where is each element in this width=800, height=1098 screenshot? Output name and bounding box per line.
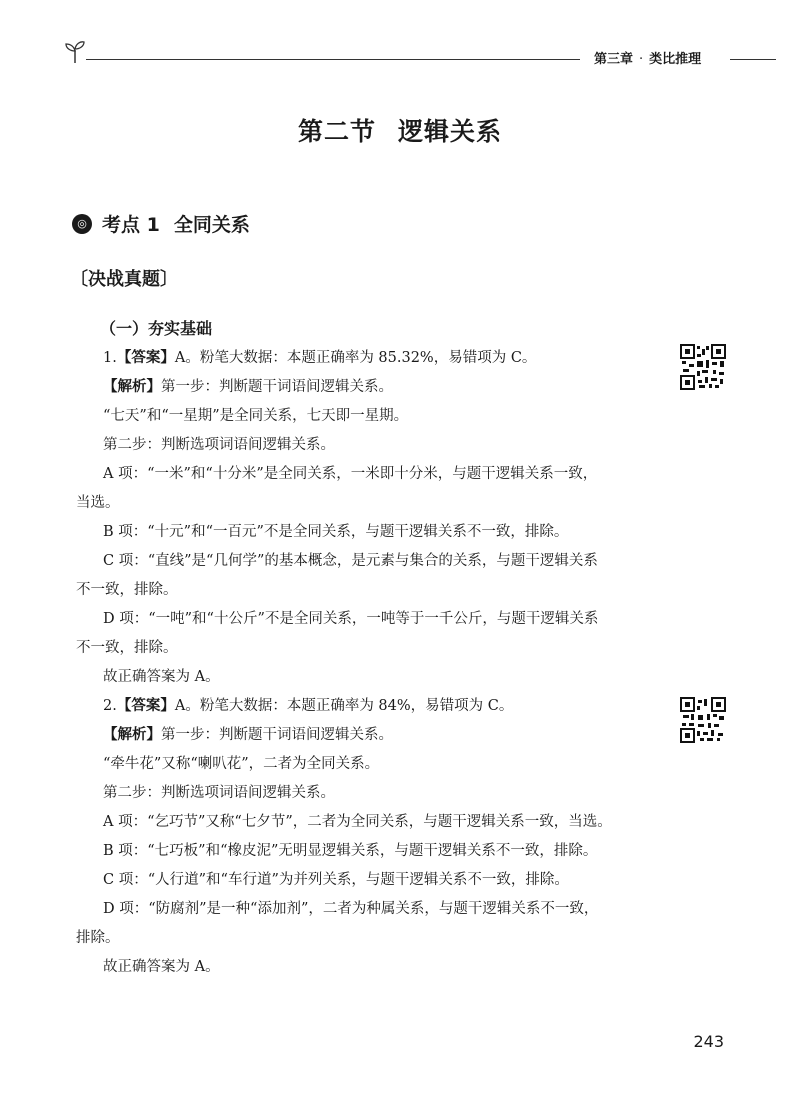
- q1-analysis-tag: 【解析】: [103, 379, 161, 395]
- q1-answer-text: A。粉笔大数据：本题正确率为 85.32%，易错项为 C。: [174, 350, 537, 366]
- q1-stem-relation: “七天”和“一星期”是全同关系，七天即一星期。: [103, 408, 409, 424]
- chapter-label: 第三章 · 类比推理: [594, 52, 702, 67]
- q1-step-two: 第二步：判断选项词语间逻辑关系。: [103, 437, 335, 453]
- chapter-title: 类比推理: [649, 52, 702, 67]
- section-title: [0, 112, 800, 148]
- q1-option-d: D 项：“一吨”和“十公斤”不是全同关系，一吨等于一千公斤，与题干逻辑关系: [103, 611, 599, 627]
- q1-option-b: B 项：“十元”和“一百元”不是全同关系，与题干逻辑关系不一致，排除。: [103, 524, 569, 540]
- header-rule: [86, 59, 580, 60]
- q2-option-a: A 项：“乞巧节”又称“七夕节”，二者为全同关系，与题干逻辑关系一致，当选。: [103, 814, 612, 830]
- q2-option-c: C 项：“人行道”和“车行道”为并列关系，与题干逻辑关系不一致，排除。: [103, 872, 569, 888]
- q2-stem-relation: “牵牛花”又称“喇叭花”，二者为全同关系。: [103, 756, 380, 772]
- qr-code-icon: [680, 344, 726, 390]
- q2-answer-text: A。粉笔大数据：本题正确率为 84%，易错项为 C。: [174, 698, 514, 714]
- real-questions-label: 〔决战真题〕: [70, 269, 178, 290]
- q1-analysis-line: [76, 373, 654, 402]
- exam-point-number: 考点 1: [102, 214, 160, 236]
- q1-answer-tag: 【答案】: [116, 350, 175, 366]
- chapter-number: 第三章: [594, 52, 634, 67]
- q2-analysis-line: [76, 721, 654, 750]
- subsection-heading: （一）夯实基础: [100, 319, 213, 338]
- q2-option-d: D 项：“防腐剂”是一种“添加剂”，二者为种属关系，与题干逻辑关系不一致，: [103, 901, 599, 917]
- section-number: 第二节: [297, 117, 376, 146]
- exam-point-heading: [72, 210, 250, 237]
- q1-number: 1.: [103, 350, 117, 366]
- q2-option-b: B 项：“七巧板”和“橡皮泥”无明显逻辑关系，与题干逻辑关系不一致，排除。: [103, 843, 598, 859]
- page-number: 243: [693, 1032, 724, 1051]
- q2-answer-tag: 【答案】: [116, 698, 175, 714]
- q2-analysis-text: 第一步：判断题干词语间逻辑关系。: [161, 727, 393, 743]
- q1-option-d-continued: 不一致，排除。: [76, 640, 178, 656]
- q2-conclusion: 故正确答案为 A。: [103, 959, 220, 975]
- q2-option-d-continued: 排除。: [76, 930, 120, 946]
- q2-analysis-tag: 【解析】: [103, 727, 161, 743]
- q1-conclusion: 故正确答案为 A。: [103, 669, 220, 685]
- target-icon: ◎: [72, 214, 92, 234]
- q1-answer-line: [76, 344, 654, 373]
- answer-body: [76, 344, 654, 982]
- q1-option-c-continued: 不一致，排除。: [76, 582, 178, 598]
- q1-analysis-text: 第一步：判断题干词语间逻辑关系。: [161, 379, 393, 395]
- running-header: [64, 38, 776, 68]
- section-name: 逻辑关系: [398, 117, 503, 146]
- qr-code-icon: [680, 697, 726, 743]
- header-rule-tail: [730, 59, 776, 60]
- q2-step-two: 第二步：判断选项词语间逻辑关系。: [103, 785, 335, 801]
- q1-option-a: A 项：“一米”和“十分米”是全同关系，一米即十分米，与题干逻辑关系一致，: [103, 466, 598, 482]
- exam-point-name: 全同关系: [173, 214, 250, 236]
- q1-option-c: C 项：“直线”是“几何学”的基本概念，是元素与集合的关系，与题干逻辑关系: [103, 553, 598, 569]
- q1-option-a-continued: 当选。: [76, 495, 120, 511]
- q2-number: 2.: [103, 698, 117, 714]
- q2-answer-line: [76, 692, 654, 721]
- sprout-icon: [64, 38, 86, 64]
